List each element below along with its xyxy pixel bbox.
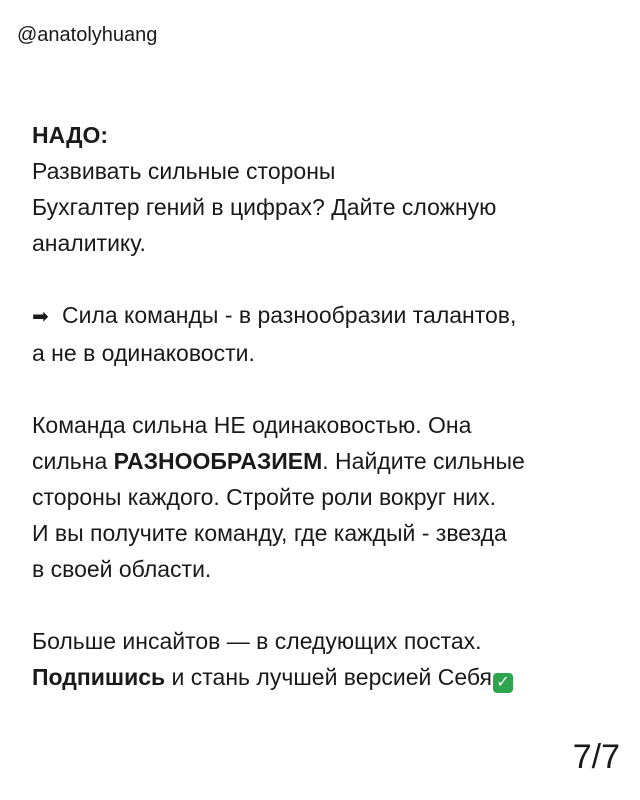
- text-line: [32, 443, 624, 479]
- emphasis-text: РАЗНООБРАЗИЕМ: [113, 448, 323, 474]
- post-content: [32, 117, 624, 695]
- text-line: стороны каждого. Стройте роли вокруг них.: [32, 484, 497, 510]
- heading: НАДО:: [32, 122, 109, 148]
- arrow-line-text: Сила команды - в разнообразии талантов,: [62, 302, 517, 328]
- page-indicator: 7/7: [572, 738, 620, 776]
- text-line: [32, 297, 624, 335]
- spacer: [32, 371, 624, 407]
- text-line: И вы получите команду, где каждый - звезда: [32, 520, 507, 546]
- text-line: Команда сильна НЕ одинаковостью. Она: [32, 412, 472, 438]
- text-line: [32, 659, 624, 695]
- text-line: Бухгалтер гений в цифрах? Дайте сложную: [32, 194, 497, 220]
- text-line: аналитику.: [32, 230, 146, 256]
- author-handle: @anatolyhuang: [17, 24, 158, 46]
- text-line: а не в одинаковости.: [32, 340, 255, 366]
- spacer: [32, 261, 624, 297]
- subscribe-emphasis: Подпишись: [32, 664, 166, 690]
- check-mark-icon: ✓: [493, 673, 513, 693]
- spacer: [32, 587, 624, 623]
- text-fragment: сильна: [32, 448, 114, 474]
- text-line: Развивать сильные стороны: [32, 158, 336, 184]
- text-fragment: и стань лучшей версией Себя: [165, 664, 492, 690]
- text-fragment: . Найдите сильные: [322, 448, 525, 474]
- text-line: в своей области.: [32, 556, 212, 582]
- text-line: Больше инсайтов — в следующих постах.: [32, 628, 482, 654]
- right-arrow-icon: ➡: [32, 306, 49, 328]
